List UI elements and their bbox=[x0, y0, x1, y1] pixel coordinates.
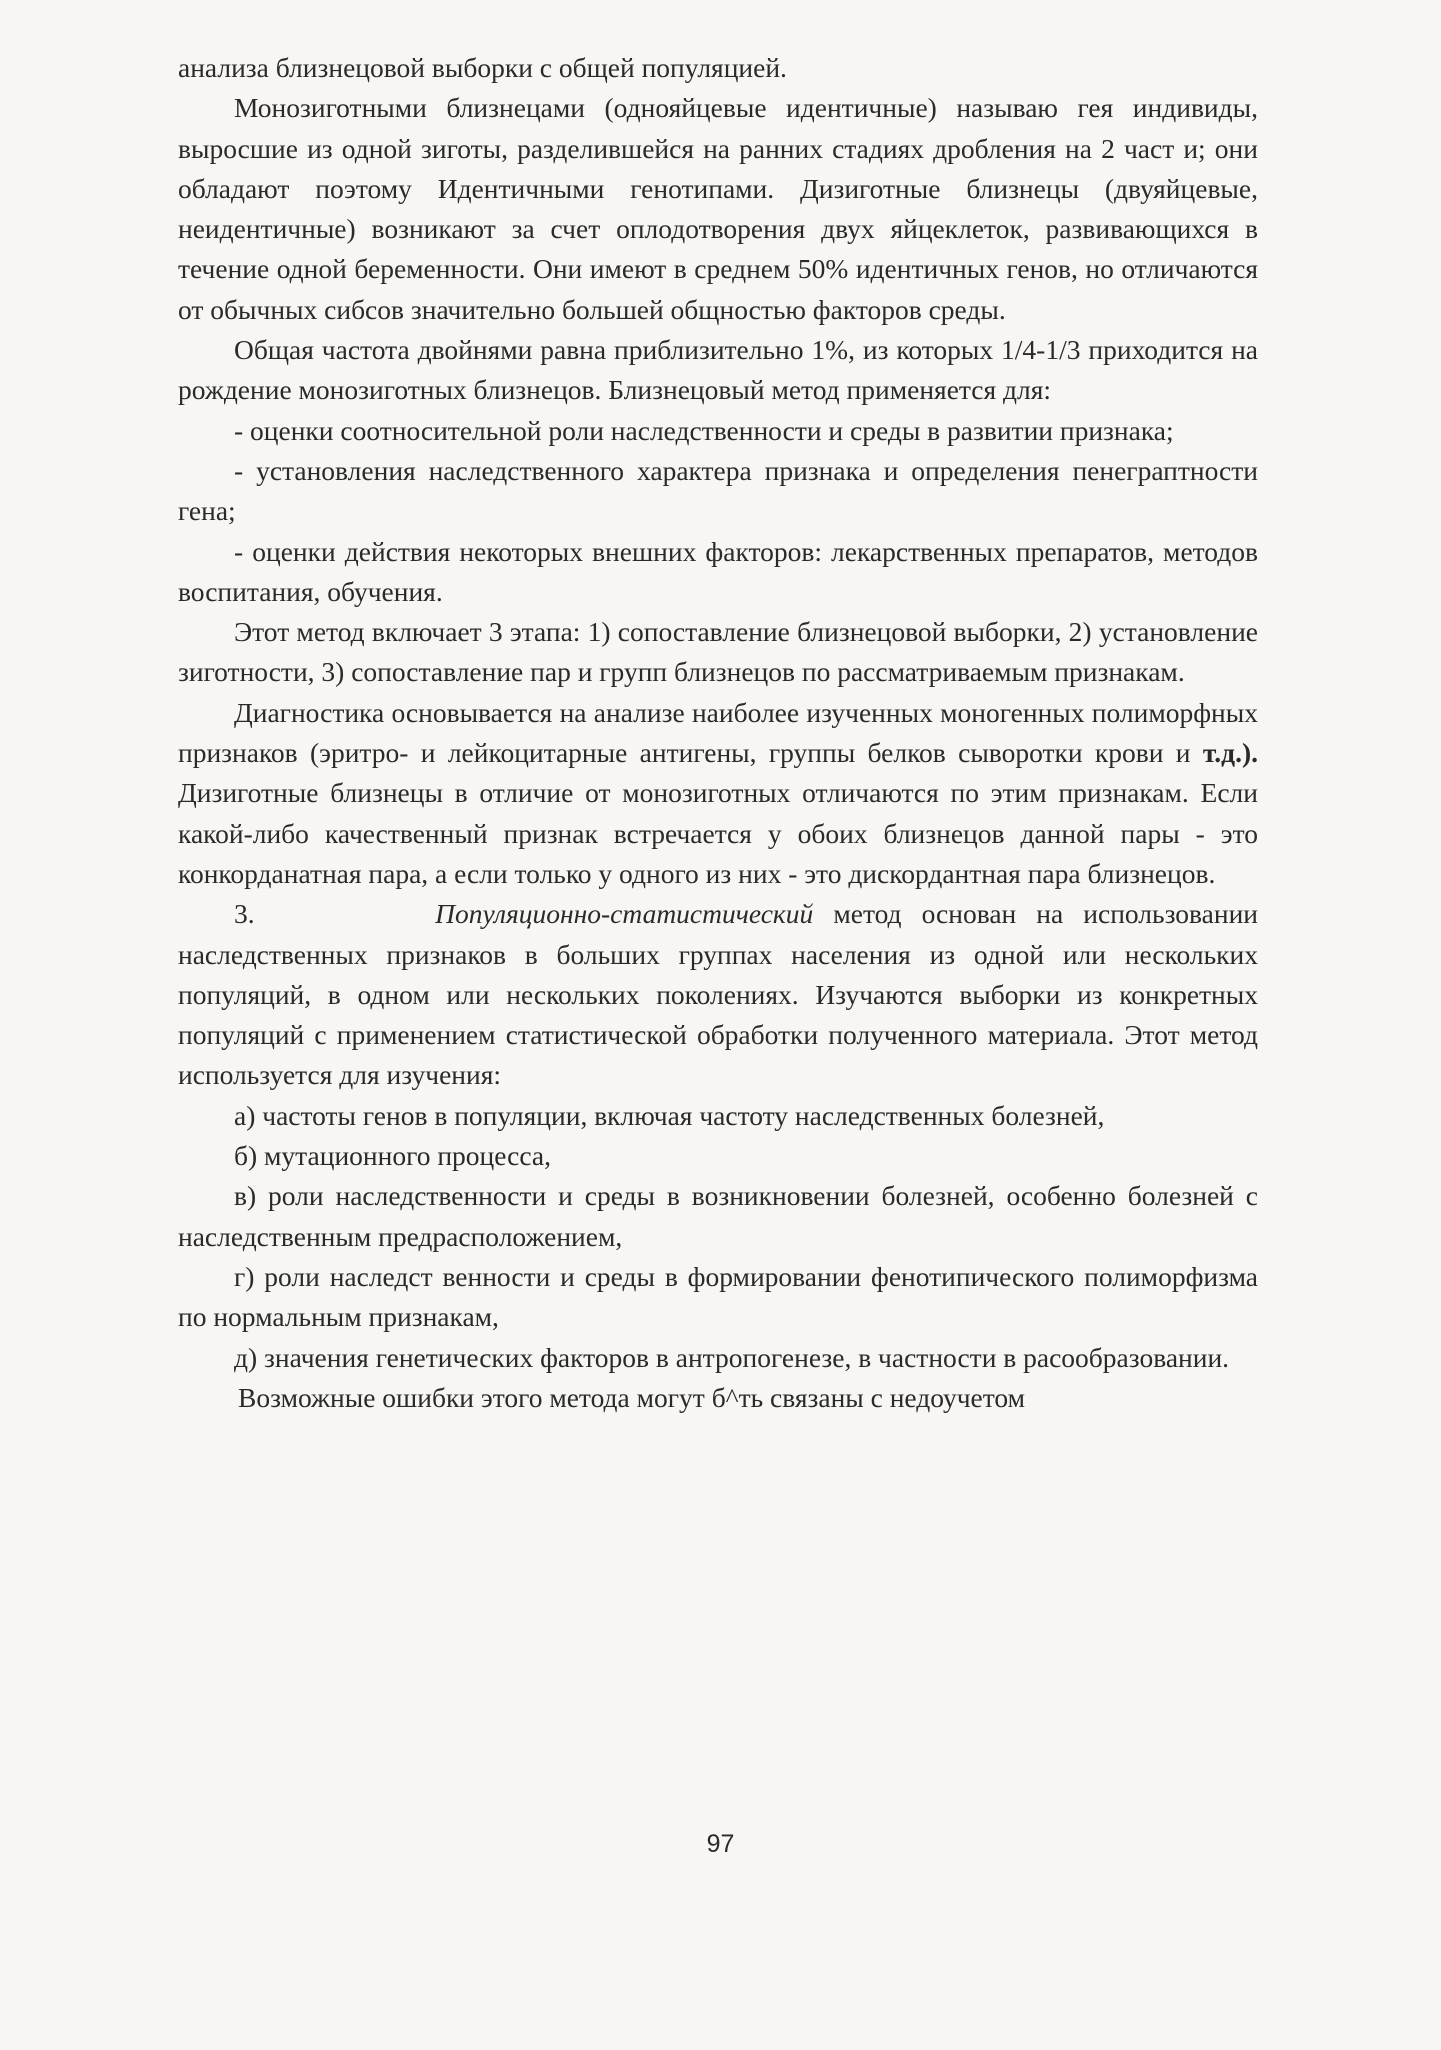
diagnostics-text-etc: т.д.). bbox=[1202, 737, 1258, 769]
population-method-text: метод основан на использовании наследственных признаков в больших группах населения из одной или нескольких популяций, в одном или нескольких поколениях. Изучаются выборки из конкретных популяций с применением статистической обработки полученного материала. Этот метод используется для изучения: bbox=[178, 898, 1259, 1091]
paragraph-diagnostics bbox=[178, 693, 1258, 894]
paragraph-method-stages: Этот метод включает 3 этапа: 1) сопоставление близнецовой выборки, 2) установление зиготности, 3) сопоставление пар и групп близнецов по рассматриваемым признакам. bbox=[178, 616, 1258, 688]
diagnostics-text-a: Диагностика основывается на анализе наиболее изученных моногенных полиморфных признаков (эритро- и лейкоцитарные антигены, группы белков сыворотки крови и bbox=[178, 696, 1258, 769]
method-name: Популяционно-статистический bbox=[435, 898, 814, 930]
paragraph-monozygotic: Монозиготными близнецами (однояйцевые идентичные) называю гея индивиды, выросшие из одной зиготы, разделившейся на ранних стадиях дробления на 2 част и; они обладают поэтому Идентичными генотипами. Дизиготные близнецы (двуяйцевые, неидентичные) возникают за счет оплодотворения двух яйцеклеток, развивающихся в течение одной беременности. Они имеют в среднем 50% идентичных генов, но отличаются от обычных сибсов значительно большей общностью факторов среды. bbox=[178, 92, 1258, 325]
paragraph-population-method bbox=[178, 894, 1258, 1095]
paragraph-twin-frequency: Общая частота двойнями равна приблизительно 1%, из которых 1/4-1/3 приходится на рождение монозиготных близнецов. Близнецовый метод применяется для: bbox=[178, 334, 1258, 406]
paragraph-continuation: анализа близнецовой выборки с общей популяцией. bbox=[178, 52, 787, 83]
list-item-heredity-role: - оценки соотносительной роли наследственности и среды в развитии признака; bbox=[234, 414, 1174, 446]
body-text bbox=[178, 48, 1258, 1418]
list-item-b: б) мутационного процесса, bbox=[234, 1140, 551, 1172]
list-item-e: д) значения генетических факторов в антропогенезе, в частности в расообразовании. bbox=[234, 1341, 1230, 1373]
section-number: 3. bbox=[234, 898, 255, 930]
list-item-external-factors: - оценки действия некоторых внешних факторов: лекарственных препаратов, методов воспитания, обучения. bbox=[178, 535, 1258, 607]
list-item-a: а) частоты генов в популяции, включая частоту наследственных болезней, bbox=[234, 1099, 1105, 1131]
list-item-hereditary-character: - установления наследственного характера признака и определения пенеграптности гена; bbox=[178, 454, 1258, 527]
page-number: 97 bbox=[706, 1830, 735, 1858]
paragraph-errors: Возможные ошибки этого метода могут б^ть связаны с недоучетом bbox=[238, 1381, 1026, 1413]
diagnostics-text-c: Дизиготные близнецы в отличие от монозиготных отличаются по этим признакам. Если какой-либо качественный признак встречается у обоих близнецов данной пары - это конкорданатная пара, а если только у одного из них - это дискордантная пара близнецов. bbox=[178, 777, 1258, 889]
list-item-c: в) роли наследственности и среды в возникновении болезней, особенно болезней с наследственным предрасположением, bbox=[178, 1180, 1258, 1252]
list-item-d: г) роли наследст венности и среды в формировании фенотипического полиморфизма по нормальным признакам, bbox=[178, 1260, 1258, 1333]
